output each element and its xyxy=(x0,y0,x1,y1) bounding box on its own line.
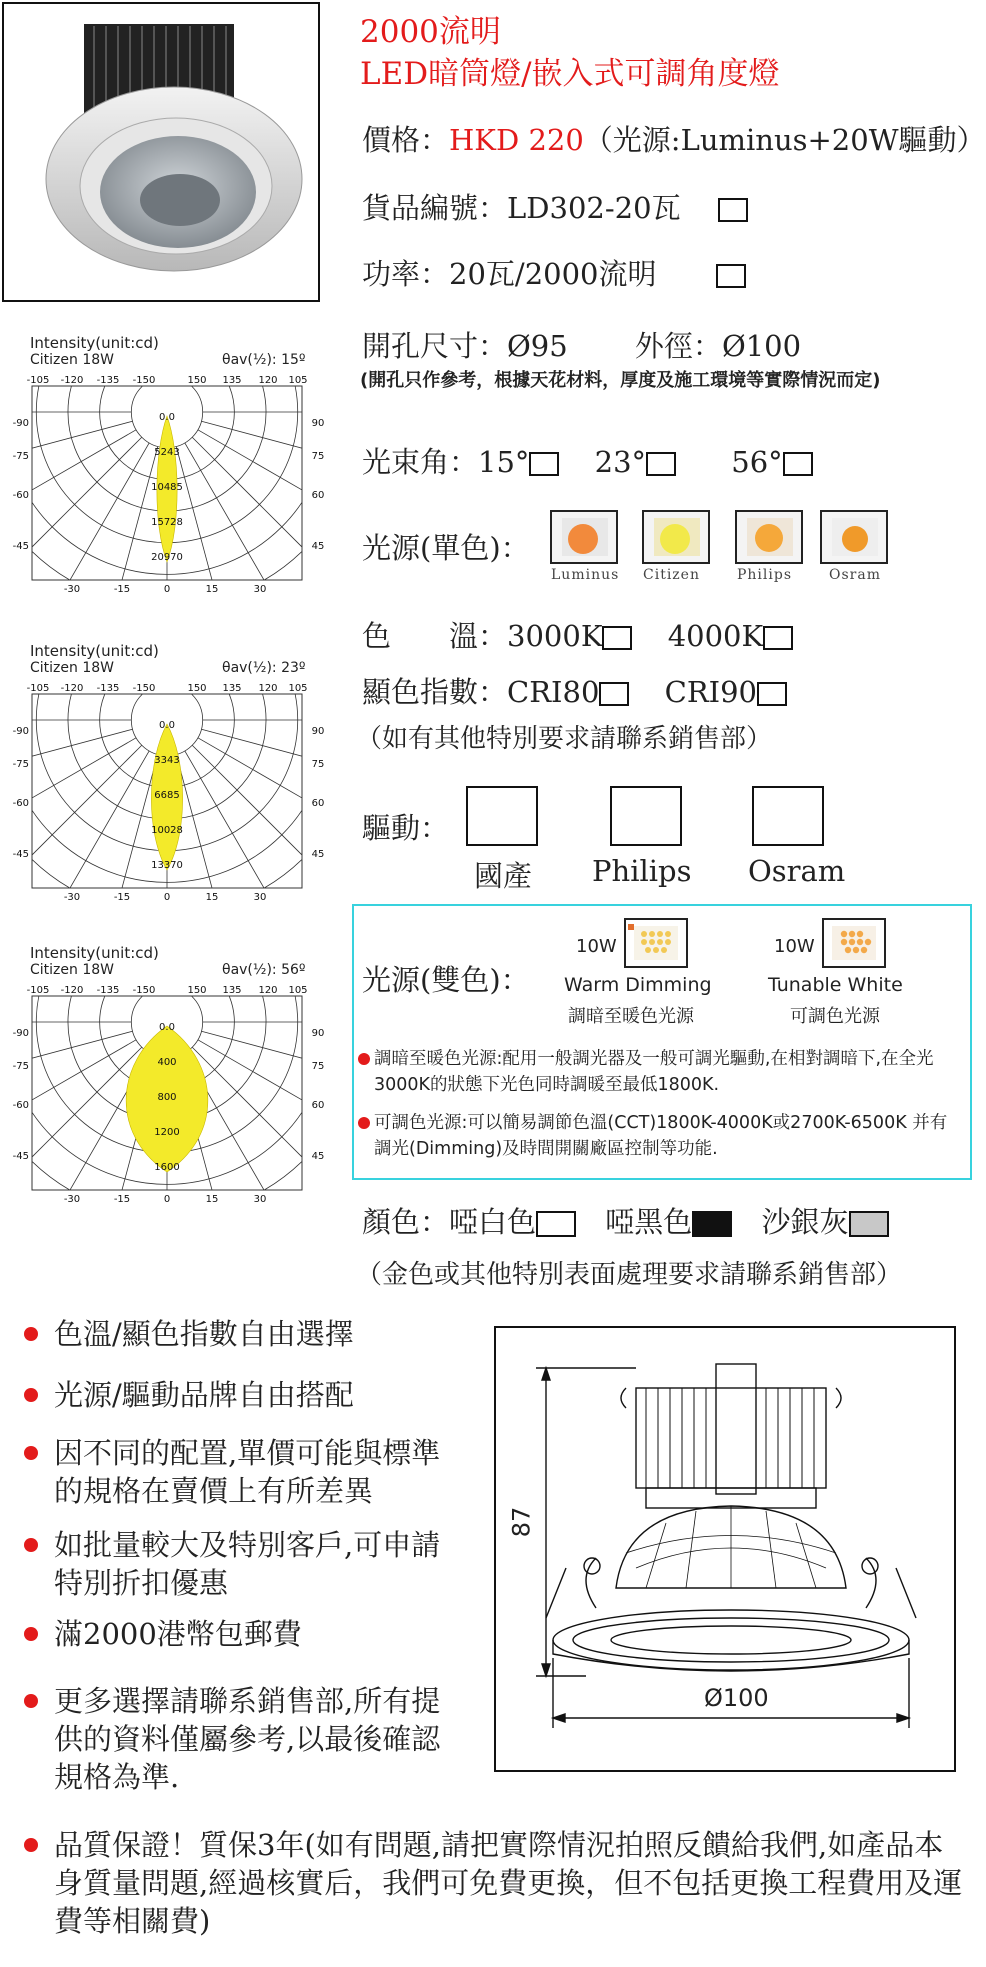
bullet-4-text: 如批量較大及特別客戶,可申請特別折扣優惠 xyxy=(54,1528,441,1600)
polar-ring-label: 1600 xyxy=(154,1162,180,1173)
cutout-row xyxy=(362,324,801,365)
beam-option-23: 23° xyxy=(594,445,647,479)
power-checkbox[interactable] xyxy=(716,264,746,288)
polar-top-tick: -120 xyxy=(60,683,84,694)
polar-left-tick: -75 xyxy=(12,451,29,462)
polar-bottom-tick: 0 xyxy=(163,584,171,595)
driver-label-domestic: 國產 xyxy=(474,859,533,893)
polar-top-tick: -150 xyxy=(132,683,156,694)
beam-row xyxy=(362,440,813,481)
beam-56-checkbox[interactable] xyxy=(783,452,813,476)
polar-right-tick: 60 xyxy=(311,1100,325,1111)
polar-left-tick: -90 xyxy=(12,1028,29,1039)
color-temp-row xyxy=(362,614,793,655)
driver-box-philips[interactable] xyxy=(610,786,682,846)
polar-top-tick: 120 xyxy=(258,985,278,996)
polar-spoke xyxy=(0,729,133,823)
item-no-value: LD302-20瓦 xyxy=(507,191,681,225)
ct-3000: 3000K xyxy=(507,619,603,653)
polar-left-tick: -90 xyxy=(12,726,29,737)
polar-top-tick: -135 xyxy=(96,985,120,996)
driver-label-osram: Osram xyxy=(748,854,846,888)
dual-bullet-1-text: 調暗至暖色光源:配用一般調光器及一般可調光驅動,在相對調暗下,在全光3000K的狀態下光色同時調暖至最低1800K. xyxy=(374,1049,934,1095)
polar-bottom-tick: 30 xyxy=(253,1194,267,1205)
polar-top-tick: 105 xyxy=(288,375,308,386)
color-label: 顏色： xyxy=(362,1205,450,1239)
polar-right-tick: 60 xyxy=(311,798,325,809)
color-temp-label: 色 溫： xyxy=(362,619,508,653)
diameter-dimension-label: Ø100 xyxy=(704,1684,769,1712)
bullet-dot xyxy=(24,1694,38,1708)
polar-chart-3 xyxy=(12,944,330,1218)
polar-spoke xyxy=(0,421,133,515)
bullet-6 xyxy=(24,1682,444,1796)
polar-right-tick: 75 xyxy=(311,759,325,770)
polar-top-tick: 135 xyxy=(222,375,242,386)
bullet-3-text: 因不同的配置,單價可能與標準的規格在賣價上有所差異 xyxy=(54,1436,441,1508)
polar-top-tick: 135 xyxy=(222,683,242,694)
tunable-white-chip xyxy=(822,918,886,968)
ct-3000-checkbox[interactable] xyxy=(602,626,632,650)
polar-right-tick: 75 xyxy=(311,1061,325,1072)
polar-left-tick: -60 xyxy=(12,1100,29,1111)
polar-ring-label: 0.0 xyxy=(159,1022,175,1033)
beam-15-checkbox[interactable] xyxy=(529,452,559,476)
polar-top-tick: -105 xyxy=(26,375,50,386)
polar-bottom-tick: 0 xyxy=(163,892,171,903)
polar-ring-label: 0.0 xyxy=(159,720,175,731)
power-row xyxy=(362,252,746,293)
bullet-dot xyxy=(24,1327,38,1341)
polar-ring-label: 10485 xyxy=(151,482,183,493)
polar-ring-label: 13370 xyxy=(151,860,183,871)
beam-label: 光束角： xyxy=(362,445,479,479)
polar-chart-1 xyxy=(12,334,330,608)
polar-left-tick: -75 xyxy=(12,1061,29,1072)
bullet-dot xyxy=(24,1446,38,1460)
outer-value: Ø100 xyxy=(721,329,802,363)
color-black-swatch[interactable] xyxy=(692,1211,732,1237)
outer-label: 外徑： xyxy=(634,329,722,363)
price-row xyxy=(362,118,986,159)
cri-80-checkbox[interactable] xyxy=(599,682,629,706)
cri-90-checkbox[interactable] xyxy=(757,682,787,706)
cri-label: 顯色指數： xyxy=(362,675,508,709)
color-white-swatch[interactable] xyxy=(536,1211,576,1237)
polar-right-tick: 45 xyxy=(311,541,325,552)
polar-top-tick: 120 xyxy=(258,683,278,694)
polar-bottom-tick: 15 xyxy=(205,892,219,903)
polar-plot xyxy=(12,982,330,1214)
chip-label-osram: Osram xyxy=(829,567,881,583)
dual-bullet-2 xyxy=(358,1110,958,1162)
bullet-3 xyxy=(24,1434,469,1510)
polar-ring-label: 400 xyxy=(157,1057,177,1068)
polar-source: Citizen 18W xyxy=(30,352,114,368)
chip-label-citizen: Citizen xyxy=(643,567,700,583)
bullet-dot xyxy=(24,1388,38,1402)
polar-ring-label: 5243 xyxy=(154,447,180,458)
finish-note: （金色或其他特別表面處理要求請聯系銷售部） xyxy=(356,1260,903,1290)
polar-ring-label: 20970 xyxy=(151,552,183,563)
dual-bullet-1 xyxy=(358,1046,958,1098)
polar-right-tick: 90 xyxy=(311,418,325,429)
product-photo xyxy=(2,2,320,302)
bullet-7 xyxy=(24,1826,964,1940)
polar-bottom-tick: 30 xyxy=(253,584,267,595)
polar-top-tick: 120 xyxy=(258,375,278,386)
polar-chart-2 xyxy=(12,642,330,916)
color-white: 啞白色 xyxy=(449,1205,537,1239)
polar-source: Citizen 18W xyxy=(30,660,114,676)
chip-osram[interactable] xyxy=(820,510,888,564)
polar-ring-label: 10028 xyxy=(151,825,183,836)
polar-top-tick: 150 xyxy=(187,683,207,694)
polar-left-tick: -45 xyxy=(12,849,29,860)
beam-option-15: 15° xyxy=(478,445,530,479)
driver-box-domestic[interactable] xyxy=(466,786,538,846)
cutout-value: Ø95 xyxy=(507,329,568,363)
cutout-label: 開孔尺寸： xyxy=(362,329,508,363)
height-dimension-label: 87 xyxy=(507,1506,536,1538)
polar-theta: θav(½): 15º xyxy=(222,352,306,368)
polar-left-tick: -60 xyxy=(12,490,29,501)
polar-bottom-tick: -15 xyxy=(113,584,131,595)
power-value: 20瓦/2000流明 xyxy=(449,257,657,291)
polar-bottom-tick: 30 xyxy=(253,892,267,903)
polar-ring-label: 800 xyxy=(157,1092,177,1103)
polar-top-tick: 105 xyxy=(288,985,308,996)
polar-top-tick: 105 xyxy=(288,683,308,694)
polar-spoke xyxy=(0,1047,142,1305)
chip-luminus[interactable] xyxy=(550,510,618,564)
bullet-dot xyxy=(24,1538,38,1552)
color-row xyxy=(362,1200,889,1241)
polar-left-tick: -90 xyxy=(12,418,29,429)
polar-ring-label: 0.0 xyxy=(159,412,175,423)
polar-title: Intensity(unit:cd) xyxy=(30,334,159,352)
color-silver-swatch[interactable] xyxy=(849,1211,889,1237)
polar-plot xyxy=(12,372,330,604)
polar-top-tick: -105 xyxy=(26,985,50,996)
ct-4000: 4000K xyxy=(667,619,764,653)
bullet-2 xyxy=(24,1376,474,1414)
polar-left-tick: -60 xyxy=(12,798,29,809)
polar-theta: θav(½): 56º xyxy=(222,962,306,978)
polar-title: Intensity(unit:cd) xyxy=(30,944,159,962)
chip-label-luminus: Luminus xyxy=(551,567,620,583)
dual-name-2: Tunable White xyxy=(768,974,903,996)
cri-80: CRI80 xyxy=(507,675,600,709)
title-line-2: LED暗筒燈/嵌入式可調角度燈 xyxy=(360,56,780,92)
bullet-dot xyxy=(24,1838,38,1852)
polar-top-tick: 150 xyxy=(187,375,207,386)
price-label: 價格： xyxy=(362,123,450,157)
cri-row xyxy=(362,670,787,711)
dual-watt-2: 10W xyxy=(774,936,815,957)
polar-top-tick: -105 xyxy=(26,683,50,694)
bullet-5-text: 滿2000港幣包郵費 xyxy=(54,1617,302,1651)
polar-bottom-tick: -30 xyxy=(63,584,81,595)
chip-citizen[interactable] xyxy=(642,510,710,564)
polar-title: Intensity(unit:cd) xyxy=(30,642,159,660)
chip-label-philips: Philips xyxy=(737,567,793,583)
bullet-dot xyxy=(358,1117,370,1129)
driver-label: 驅動： xyxy=(362,811,450,845)
bullet-7-text: 品質保證！質保3年(如有問題,請把實際情況拍照反饋給我們,如產品本身質量問題,經過核實后，我們可免費更換，但不包括更換工程費用及運費等相關費) xyxy=(54,1828,963,1938)
item-no-checkbox[interactable] xyxy=(718,198,748,222)
special-note: （如有其他特別要求請聯系銷售部） xyxy=(356,724,773,754)
polar-bottom-tick: -30 xyxy=(63,1194,81,1205)
polar-right-tick: 90 xyxy=(311,1028,325,1039)
item-no-row xyxy=(362,186,748,227)
price-note: （光源:Luminus+20W驅動） xyxy=(583,123,986,157)
polar-right-tick: 90 xyxy=(311,726,325,737)
source-single-label: 光源(單色)： xyxy=(362,531,530,565)
bullet-4 xyxy=(24,1526,469,1602)
bullet-2-text: 光源/驅動品牌自由搭配 xyxy=(54,1378,354,1412)
polar-bottom-tick: 0 xyxy=(163,1194,171,1205)
driver-label-philips: Philips xyxy=(592,854,692,888)
polar-right-tick: 60 xyxy=(311,490,325,501)
polar-bottom-tick: 15 xyxy=(205,1194,219,1205)
ct-4000-checkbox[interactable] xyxy=(763,626,793,650)
cri-90: CRI90 xyxy=(664,675,758,709)
polar-ring-label: 6685 xyxy=(154,790,180,801)
dual-desc-2: 可調色光源 xyxy=(790,1006,880,1027)
power-label: 功率： xyxy=(362,257,450,291)
bullet-dot xyxy=(358,1053,370,1065)
polar-top-tick: -135 xyxy=(96,683,120,694)
driver-box-osram[interactable] xyxy=(752,786,824,846)
beam-23-checkbox[interactable] xyxy=(646,452,676,476)
dual-source-box xyxy=(352,904,972,1180)
price-value: HKD 220 xyxy=(449,123,584,157)
polar-left-tick: -75 xyxy=(12,759,29,770)
polar-left-tick: -45 xyxy=(12,1151,29,1162)
bullet-1-text: 色溫/顯色指數自由選擇 xyxy=(54,1317,354,1351)
polar-right-tick: 45 xyxy=(311,1151,325,1162)
polar-ring-label: 15728 xyxy=(151,517,183,528)
color-black: 啞黑色 xyxy=(605,1205,693,1239)
title-line-1: 2000流明 xyxy=(360,14,501,50)
bullet-6-text: 更多選擇請聯系銷售部,所有提供的資料僅屬參考,以最後確認規格為準. xyxy=(54,1684,441,1794)
beam-option-56: 56° xyxy=(731,445,783,479)
polar-ring-label: 3343 xyxy=(154,755,180,766)
chip-philips[interactable] xyxy=(735,510,803,564)
polar-plot xyxy=(12,680,330,912)
bullet-5 xyxy=(24,1615,474,1653)
bullet-dot xyxy=(24,1627,38,1641)
dual-name-1: Warm Dimming xyxy=(564,974,712,996)
bullet-1 xyxy=(24,1315,474,1353)
item-no-label: 貨品編號： xyxy=(362,191,508,225)
polar-top-tick: -135 xyxy=(96,375,120,386)
polar-right-tick: 45 xyxy=(311,849,325,860)
polar-left-tick: -45 xyxy=(12,541,29,552)
polar-bottom-tick: -30 xyxy=(63,892,81,903)
polar-bottom-tick: -15 xyxy=(113,892,131,903)
dual-source-label: 光源(雙色)： xyxy=(362,963,530,997)
polar-ring-label: 1200 xyxy=(154,1127,180,1138)
polar-top-tick: -150 xyxy=(132,375,156,386)
polar-bottom-tick: 15 xyxy=(205,584,219,595)
color-silver: 沙銀灰 xyxy=(761,1205,849,1239)
polar-theta: θav(½): 23º xyxy=(222,660,306,676)
polar-top-tick: -120 xyxy=(60,985,84,996)
polar-bottom-tick: -15 xyxy=(113,1194,131,1205)
polar-source: Citizen 18W xyxy=(30,962,114,978)
polar-top-tick: 150 xyxy=(187,985,207,996)
warm-dimming-chip xyxy=(624,918,688,968)
polar-top-tick: -150 xyxy=(132,985,156,996)
dual-desc-1: 調暗至暖色光源 xyxy=(568,1006,694,1027)
technical-drawing xyxy=(494,1326,956,1772)
cutout-note: (開孔只作參考，根據天花材料，厚度及施工環境等實際情況而定) xyxy=(360,370,881,391)
polar-spoke xyxy=(0,1031,133,1125)
polar-right-tick: 75 xyxy=(311,451,325,462)
polar-top-tick: 135 xyxy=(222,985,242,996)
dual-bullet-2-text: 可調色光源:可以簡易調節色溫(CCT)1800K-4000K或2700K-6500K 并有調光(Dimming)及時間開關廠區控制等功能. xyxy=(374,1113,948,1159)
polar-top-tick: -120 xyxy=(60,375,84,386)
dual-watt-1: 10W xyxy=(576,936,617,957)
